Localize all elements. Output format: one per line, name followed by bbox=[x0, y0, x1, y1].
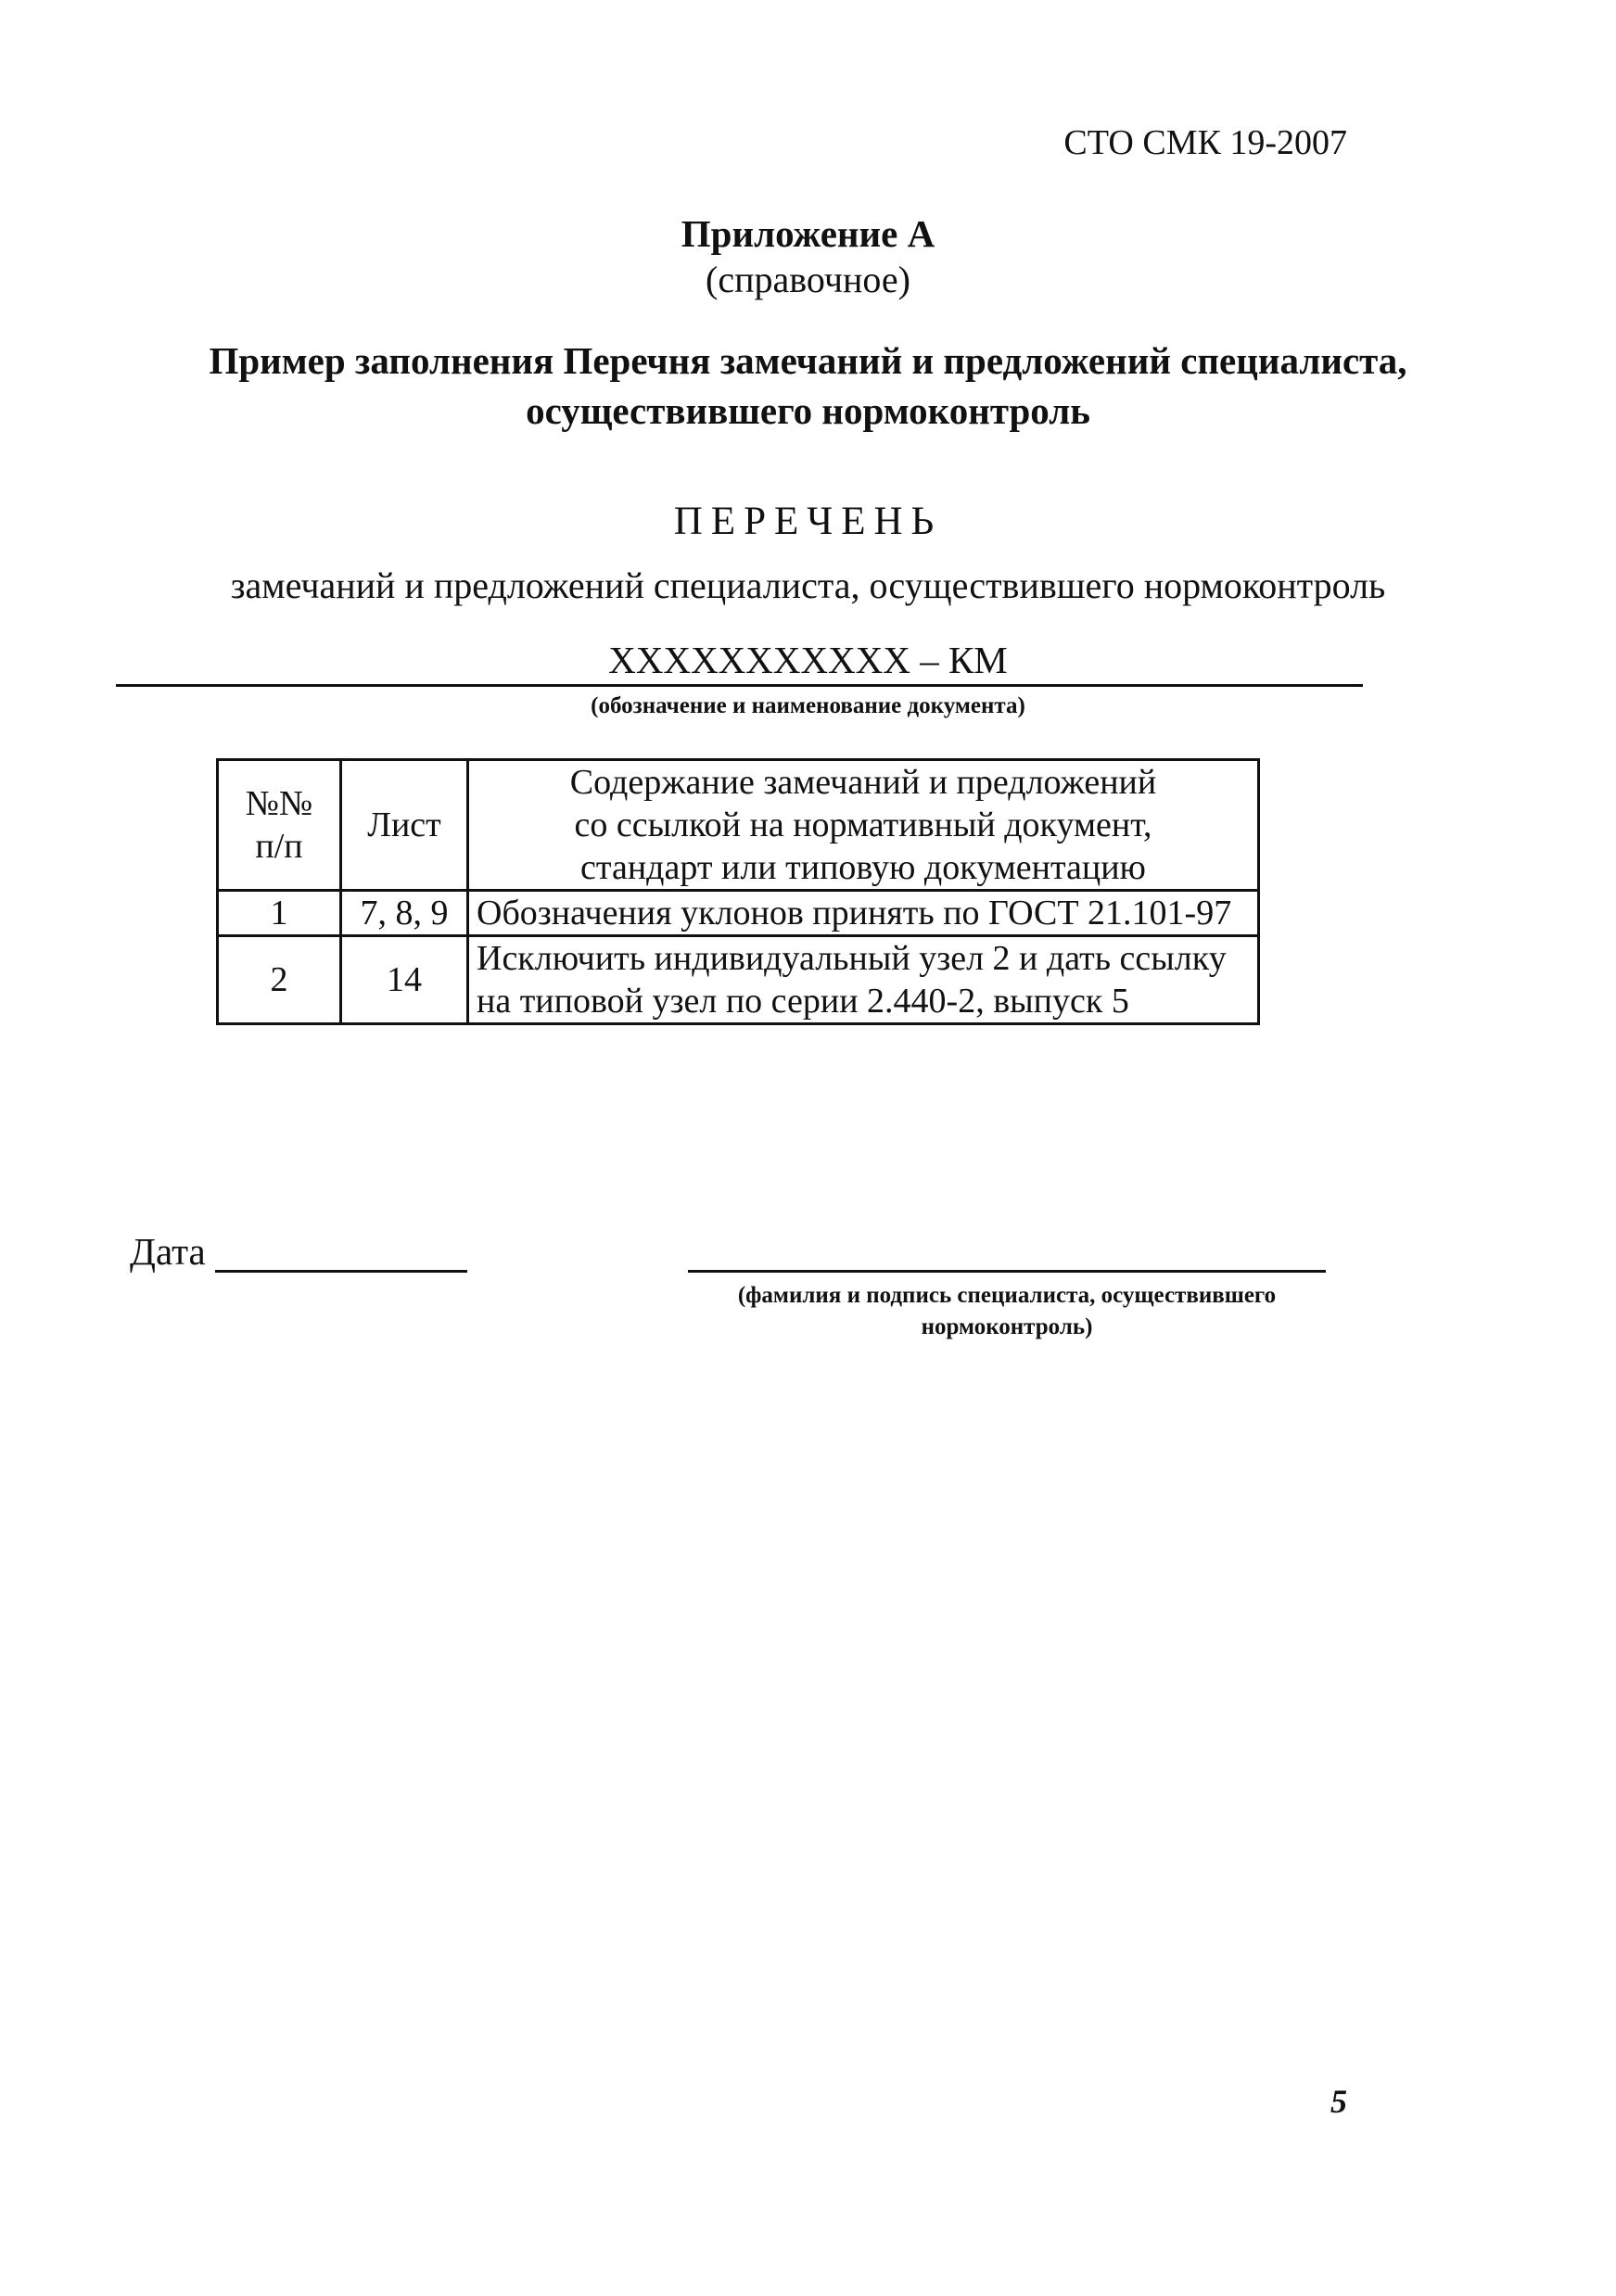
header-content-line-1: Содержание замечаний и предложений bbox=[569, 763, 1157, 802]
page-number: 5 bbox=[1330, 2083, 1347, 2120]
row-sheet: 7, 8, 9 bbox=[341, 891, 468, 936]
signature-field-line bbox=[688, 1270, 1326, 1273]
annex-kind: (справочное) bbox=[706, 259, 910, 300]
designation-caption: (обозначение и наименование документа) bbox=[591, 693, 1025, 718]
row-content-line-1: Исключить индивидуальный узел 2 и дать ссылку bbox=[477, 939, 1227, 978]
list-subtitle: замечаний и предложений специалиста, осуществившего нормоконтроль bbox=[230, 564, 1386, 606]
document-code: СТО СМК 19-2007 bbox=[1063, 123, 1347, 162]
remarks-table bbox=[216, 758, 1260, 1025]
header-content bbox=[468, 760, 1259, 891]
header-content-line-3: стандарт или типовую документацию bbox=[580, 848, 1146, 887]
row-num: 1 bbox=[218, 891, 341, 936]
table-header-row bbox=[218, 760, 1259, 891]
signature-caption bbox=[688, 1280, 1326, 1343]
date-field-line bbox=[215, 1270, 467, 1273]
header-content-line-2: со ссылкой на нормативный документ, bbox=[574, 806, 1152, 844]
header-num-line-2: п/п bbox=[255, 827, 303, 866]
annex-heading-line-1: Пример заполнения Перечня замечаний и предложений специалиста, bbox=[209, 339, 1407, 382]
row-content bbox=[468, 891, 1259, 936]
table-row bbox=[218, 936, 1259, 1024]
annex-heading bbox=[0, 336, 1616, 436]
table-row bbox=[218, 891, 1259, 936]
designation-underline bbox=[116, 684, 1363, 687]
document-designation: XXXXXXXXXXX – КМ bbox=[608, 639, 1008, 681]
row-content bbox=[468, 936, 1259, 1024]
header-num-line-1: №№ bbox=[245, 784, 313, 823]
annex-title: Приложение А bbox=[681, 212, 935, 255]
header-sheet: Лист bbox=[341, 760, 468, 891]
signature-caption-line-2: нормоконтроль) bbox=[921, 1314, 1093, 1339]
list-title: ПЕРЕЧЕНЬ bbox=[673, 500, 943, 543]
row-content-line-2: на типовой узел по серии 2.440-2, выпуск 5 bbox=[477, 982, 1129, 1021]
row-sheet: 14 bbox=[341, 936, 468, 1024]
row-content-line-1: Обозначения уклонов принять по ГОСТ 21.101-97 bbox=[477, 894, 1232, 932]
date-label: Дата bbox=[130, 1230, 206, 1273]
annex-heading-line-2: осуществившего нормоконтроль bbox=[526, 389, 1090, 432]
row-num: 2 bbox=[218, 936, 341, 1024]
signature-caption-line-1: (фамилия и подпись специалиста, осуществившего bbox=[737, 1283, 1277, 1308]
header-num bbox=[218, 760, 341, 891]
